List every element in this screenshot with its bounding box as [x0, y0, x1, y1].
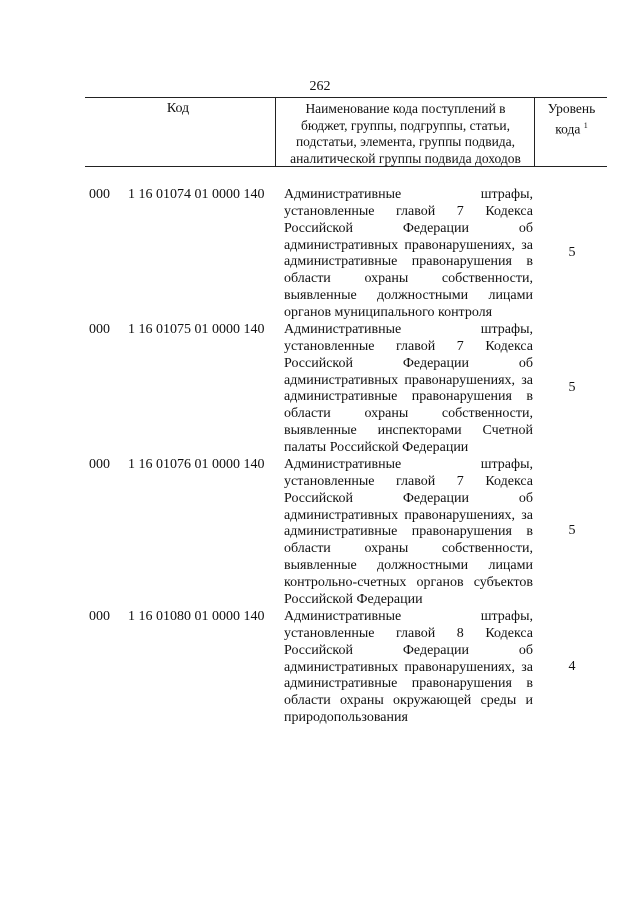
desc-line: области охраны собственности, [284, 541, 533, 557]
desc-line: Российской Федерации [284, 591, 423, 607]
desc-line: административных правонарушениях, за [284, 372, 533, 388]
desc-line: Российской Федерации об [284, 220, 533, 236]
desc-line: Административные штрафы, [284, 187, 533, 202]
row-level: 5 [568, 380, 576, 395]
desc-line: Административные штрафы, [284, 322, 533, 337]
desc-line: выявленные должностными лицами [284, 558, 533, 574]
row-prefix: 000 [89, 609, 110, 624]
desc-line: установленные главой 7 Кодекса [284, 338, 533, 354]
desc-line: административные правонарушения в [284, 524, 533, 540]
desc-line: установленные главой 8 Кодекса [284, 625, 533, 641]
desc-line: Российской Федерации об [284, 355, 533, 371]
desc-line: Административные штрафы, [284, 609, 533, 624]
desc-line: контрольно-счетных органов субъектов [284, 574, 533, 590]
desc-line: административных правонарушениях, за [284, 659, 533, 675]
table-header [85, 97, 607, 167]
row-code: 1 16 01074 01 0000 140 [128, 187, 265, 202]
header-name-line: аналитической группы подвида доходов [290, 150, 521, 166]
desc-line: области охраны окружающей среды и [284, 693, 533, 709]
header-name [278, 101, 533, 167]
header-name-line: Наименование кода поступлений в [305, 101, 506, 116]
row-level: 5 [568, 523, 576, 538]
desc-line: административные правонарушения в [284, 254, 533, 270]
desc-line: палаты Российской Федерации [284, 439, 469, 455]
desc-line: природопользования [284, 710, 408, 726]
row-prefix: 000 [89, 457, 110, 472]
desc-line: выявленные инспекторами Счетной [284, 423, 533, 439]
row-code: 1 16 01080 01 0000 140 [128, 609, 265, 624]
column-divider [534, 98, 535, 166]
row-code: 1 16 01075 01 0000 140 [128, 322, 265, 337]
desc-line: области охраны собственности, [284, 271, 533, 287]
desc-line: установленные главой 7 Кодекса [284, 203, 533, 219]
header-level-line: Уровень [547, 101, 596, 116]
header-name-line: бюджет, группы, подгруппы, статьи, [301, 117, 510, 133]
row-level: 4 [568, 659, 576, 674]
footnote-mark: 1 [583, 120, 588, 130]
header-code: Код [166, 101, 190, 116]
desc-line: области охраны собственности, [284, 406, 533, 422]
desc-line: установленные главой 7 Кодекса [284, 473, 533, 489]
row-prefix: 000 [89, 187, 110, 202]
row-code: 1 16 01076 01 0000 140 [128, 457, 265, 472]
desc-line: выявленные должностными лицами [284, 288, 533, 304]
desc-line: органов муниципального контроля [284, 304, 493, 320]
header-level-line [536, 118, 607, 138]
header-level-word: кода [555, 121, 581, 136]
row-prefix: 000 [89, 322, 110, 337]
row-description [284, 322, 533, 457]
header-name-line: подстатьи, элемента, группы подвида, [295, 134, 516, 149]
desc-line: Российской Федерации об [284, 490, 533, 506]
desc-line: административные правонарушения в [284, 676, 533, 692]
desc-line: Административные штрафы, [284, 457, 533, 472]
header-level [536, 101, 607, 138]
desc-line: Российской Федерации об [284, 642, 533, 658]
row-description [284, 457, 533, 609]
desc-line: административных правонарушениях, за [284, 507, 533, 523]
row-description [284, 187, 533, 322]
page-number: 262 [309, 79, 331, 94]
desc-line: административных правонарушениях, за [284, 237, 533, 253]
row-level: 5 [568, 245, 576, 260]
row-description [284, 609, 533, 727]
desc-line: административные правонарушения в [284, 389, 533, 405]
column-divider [275, 98, 276, 166]
